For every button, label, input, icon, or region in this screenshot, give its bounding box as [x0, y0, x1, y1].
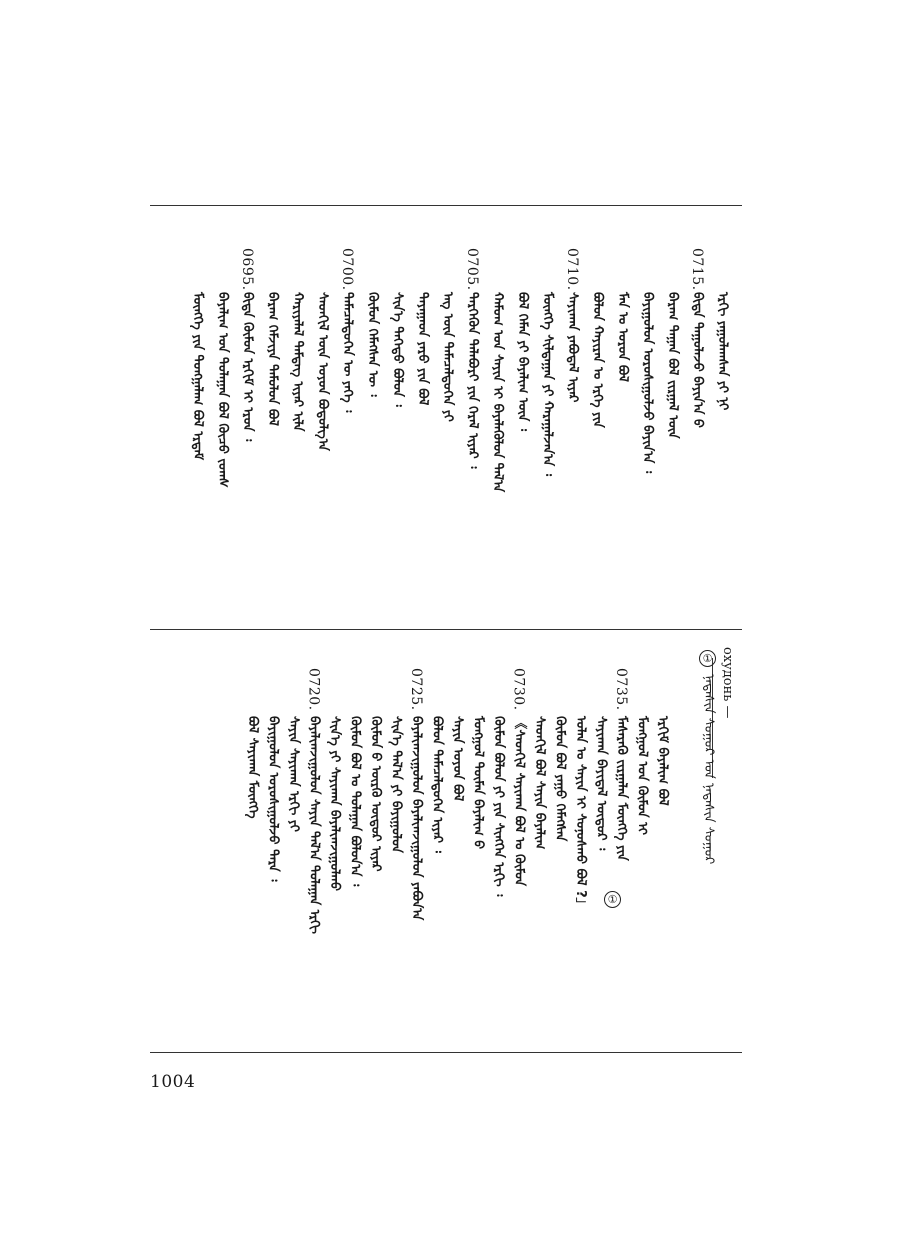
verse-line: ᠰᠠᠶᠢᠬᠠᠨ ᠶᠠᠪᠤᠳᠠᠯ ᠢᠶᠠᠷ — [565, 292, 580, 403]
verse-line: ᠰᠡᠳᠬᠢᠯ ᠦᠨ ᠣᠶᠤᠨ ᠪᠣᠳᠤᠯᠭ᠎ᠠ — [315, 292, 330, 451]
verse-line: ᠰᠠᠶᠢᠨ ᠰᠠᠶᠢᠬᠠᠨ ᠡᠷᠬᠢ ᠶᠢ — [286, 716, 301, 832]
verse-line: ᠰᠢᠨ᠎ᠡ ᠶᠢ ᠰᠠᠶᠢᠬᠠᠨ ᠪᠠᠶᠠᠯᠢᠭᠵᠢᠭᠤᠯᠬᠤ — [327, 716, 342, 892]
line-number: 0705. — [464, 248, 480, 291]
line-number: 0720. — [305, 668, 322, 711]
footnote-marker — [699, 647, 716, 667]
footnote-label: охудонь — — [720, 647, 735, 719]
verse-line: ᠪᠣᠯ ᠰᠠᠶᠢᠬᠠᠨ ᠮᠥᠩᠭᠡ — [245, 716, 260, 819]
top-rule — [150, 205, 742, 206]
verse-line: ᠬᠠᠷᠢᠶᠠᠯᠠᠯ ᠲᠡᠮᠳᠡᠭ ᠢᠶᠡᠷ ᠢᠯᠡ — [290, 292, 305, 432]
verse-line: ᠪᠠᠶᠠᠯᠢᠭ ᠤᠨ ᠳᠤᠯᠠᠭᠠᠨ ᠪᠣᠯ ᠬᠦᠴᠦ ᠵᠣᠭᠰ — [215, 292, 230, 488]
verse-line: ᠡᠷᠬᠢᠮ ᠪᠠᠶᠠᠯᠢᠭ ᠪᠣᠯ — [655, 716, 670, 806]
footnote-text: ᠨᠠᠳᠠᠰᠢᠨ ᠰᠣᠭᠤᠷ ᠤᠨ ᠨᠠᠳᠠᠰᠢᠨ ᠰᠣᠭᠤᠷ — [701, 674, 716, 865]
page-number: 1004 — [150, 1072, 196, 1092]
verse-line: ᠬᠠᠮᠤᠭ ᠤᠨ ᠰᠠᠶᠢᠨ ᠢ ᠪᠡᠶᠡᠯᠡᠭᠦᠯᠦᠨ ᠲᠠᠯ᠎ᠠ — [490, 292, 505, 493]
verse-line: ᠳᠠᠶᠠᠭᠠᠳ ᠶᠡᠷᠦ ᠶᠢᠨ ᠪᠣᠯ — [415, 292, 430, 406]
inline-footnote-marker-glyph: ① — [604, 891, 621, 908]
verse-line: ᠪᠣᠯ ᠬᠡᠮᠡᠨ ᠶᠢ ᠪᠠᠶᠠᠯᠢᠭ ᠦᠨ ᠄ — [515, 292, 530, 432]
inline-footnote-marker — [604, 888, 621, 908]
verse-line: ᠪᠢᠳᠡ ᠳᠠᠭᠤᠯᠠᠵᠤ ᠪᠠᠶᠢᠨ᠎ᠠ ᠪ — [690, 292, 705, 428]
line-number: 0735. — [613, 668, 629, 711]
verse-line: ᠪᠠᠶᠢᠭᠤᠯᠤᠨ ᠣᠷᠤᠰᠢᠭᠤᠯᠵᠤ ᠪᠠᠶᠢᠨ᠎ᠠ ᠄ — [640, 292, 655, 474]
verse-line: ᠲᠡᠷᠭᠡᠭᠦᠨ ᠲᠠᠯᠠᠪᠤᠷᠢ ᠶᠢᠨ ᠭᠡᠷᠡᠯ ᠢᠶᠡᠷ ᠄ — [465, 292, 480, 469]
line-number: 0730. — [510, 668, 527, 711]
line-number: 0725. — [408, 668, 424, 711]
verse-line: ᠪᠠᠷᠠᠭ ᠬᠡᠮᠵᠢᠶᠡ ᠲᠡᠮᠦᠯᠦᠨ ᠪᠣᠯ — [265, 292, 280, 426]
verse-line: ᠮᠡᠰᠡᠷᠡᠭᠦ ᠵᠢᠷᠭᠠᠯᠠᠨ ᠮᠥᠩᠭᠡ ᠶᠢᠨ — [614, 716, 629, 861]
verse-line: ᠮᠠᠨ ᠤ ᠣᠷᠣᠨ ᠪᠣᠯ — [615, 292, 630, 382]
verse-line: ᠰᠢᠨ᠎ᠡ ᠲᠠᠯ᠎ᠠ ᠶᠢ ᠪᠠᠶᠢᠭᠤᠯᠤᠨ — [388, 716, 404, 853]
verse-line: ᠬᠦᠮᠦᠨ ᠪᠣᠯᠤᠨ ᠶᠢ ᠶᠢᠨ ᠰᠢᠩᠭᠡᠨ ᠡᠷᠬᠢ ᠄ — [491, 716, 506, 897]
middle-rule — [150, 629, 742, 630]
verse-line: ᠰᠠᠶᠢᠬᠠᠨ ᠪᠠᠶᠢᠳᠠᠯ ᠦᠳᠦᠷ ᠄ — [593, 716, 609, 851]
verse-line: ᠬᠦᠮᠦᠨ ᠪᠣᠯ ᠤ ᠳᠤᠯᠠᠭᠠᠨ ᠪᠣᠯᠤᠨ᠎ᠠ ᠄ — [347, 716, 363, 887]
footnote-marker-glyph: ① — [699, 650, 716, 667]
verse-line: ᠪᠣᠯᠤᠨ ᠬᠠᠶᠢᠷᠠᠨ ᠤ ᠡᠷᠬᠡ ᠶᠢᠨ — [590, 292, 605, 428]
verse-line: ᠮᠣᠩᠭᠣᠯ ᠤᠨ ᠬᠦᠮᠦᠨ ᠢ — [634, 716, 650, 836]
verse-line: ᠮᠥᠩᠬᠡ ᠶᠢᠨ ᠲᠤᠩᠭᠠᠯᠠᠭ ᠪᠣᠯ ᠡᠷᠳᠡᠮ — [190, 292, 205, 461]
verse-line: ᠪᠠᠷᠠᠭ ᠳᠠᠭᠠᠨ ᠪᠣᠯ ᠵᠢᠷᠭᠠᠯ ᠦᠨ — [665, 292, 680, 439]
verse-line: ᠰᠢᠨ᠎ᠡ ᠳᠡᠭᠡᠳᠦ ᠪᠣᠯᠤᠨ ᠄ — [390, 292, 405, 407]
verse-line: ᠣᠯᠠᠨ ᠤ ᠰᠠᠶᠢᠨ ᠢ ᠰᠣᠨᠤᠰᠬᠤ ᠪᠣᠯ ?」 — [573, 716, 588, 912]
verse-line: ᠪᠢᠳᠡ ᠬᠦᠮᠦᠨ ᠡᠷᠬᠢᠮ ᠢ ᠡᠷᠦᠨ ᠄ — [240, 292, 255, 442]
line-number: 0700. — [339, 248, 355, 291]
verse-line: ᠲᠡᠮᠡᠴᠡᠯᠳᠦᠭᠡᠨ ᠦ ᠶᠡᠬᠡ ᠄ — [340, 292, 355, 413]
verse-line: ᠪᠠᠶᠢᠭᠤᠯᠤᠨ ᠣᠷᠤᠰᠢᠭᠤᠯᠵᠤ ᠲᠡᠷᠡ ᠄ — [265, 716, 281, 882]
verse-line: ᠡᠩ ᠦᠨ ᠲᠡᠮᠡᠴᠡᠯᠳᠦᠭᠡᠨ ᠶᠢ — [440, 292, 455, 422]
verse-line: ᠡᠷᠬᠢ ᠶᠠᠭᠤᠯᠠᠭᠰᠠᠨ ᠶᠢ ᠨᠢ — [715, 292, 730, 411]
verse-line: ᠬᠦᠮᠦᠨ ᠪ ᠦᠷᠬᠦ ᠦᠳᠦᠷ ᠢᠶᠡᠷ — [368, 716, 383, 872]
verse-line: ᠮᠣᠩᠭᠣᠯ ᠲᠦᠮᠡᠨ ᠪᠠᠶᠠᠯᠢᠭ ᠪ — [470, 716, 486, 850]
line-number: 0715. — [689, 248, 705, 291]
verse-line: 《ᠰᠡᠳᠬᠢᠯ ᠰᠠᠶᠢᠬᠠᠨ ᠪᠣᠯ ᠤ ᠬᠦᠮᠦᠨ — [511, 716, 527, 886]
verse-line: ᠪᠣᠯᠤᠨ ᠲᠡᠮᠡᠴᠡᠯᠳᠦᠭᠡᠨ ᠢᠶᠡᠷ ᠄ — [429, 716, 445, 853]
verse-line: ᠪᠠᠶᠠᠯᠢᠭᠵᠢᠭᠤᠯᠤᠨ ᠰᠠᠶᠢᠨ ᠲᠠᠯ᠎ᠠ ᠳᠤᠯᠠᠭᠠᠨ ᠡᠷᠬᠢ — [306, 716, 322, 934]
verse-line: ᠰᠠᠶᠢᠨ ᠣᠶᠤᠨ ᠪᠣᠯ — [450, 716, 465, 802]
verse-line: ᠪᠠᠶᠠᠯᠢᠭᠵᠢᠭᠤᠯᠤᠨ ᠪᠠᠶᠠᠯᠢᠭᠵᠢᠭᠤᠯᠤᠨ ᠶᠠᠪᠤᠨ᠎ᠠ — [409, 716, 424, 921]
line-number: 0710. — [564, 248, 580, 291]
verse-line: ᠮᠥᠩᠭᠡ ᠰᠢᠯᠲᠠᠭᠠᠨ ᠶᠢ ᠬᠠᠷᠠᠭᠠᠯᠵᠠᠨ᠎ᠠ ᠄ — [540, 292, 555, 476]
line-number: 0695. — [239, 248, 255, 291]
verse-line: ᠬᠦᠮᠦᠨ ᠬᠡᠮᠡᠭᠰᠡᠨ ᠦ ᠄ — [365, 292, 380, 397]
bottom-rule — [150, 1052, 742, 1053]
verse-line: ᠰᠡᠳᠬᠢᠯ ᠪᠣᠯ ᠰᠠᠶᠢᠨ ᠪᠠᠶᠠᠯᠢᠭ — [532, 716, 547, 850]
verse-line: ᠬᠦᠮᠦᠨ ᠪᠣᠯ ᠶᠠᠭᠤ ᠬᠡᠮᠡᠭᠰᠡᠨ — [552, 716, 568, 842]
